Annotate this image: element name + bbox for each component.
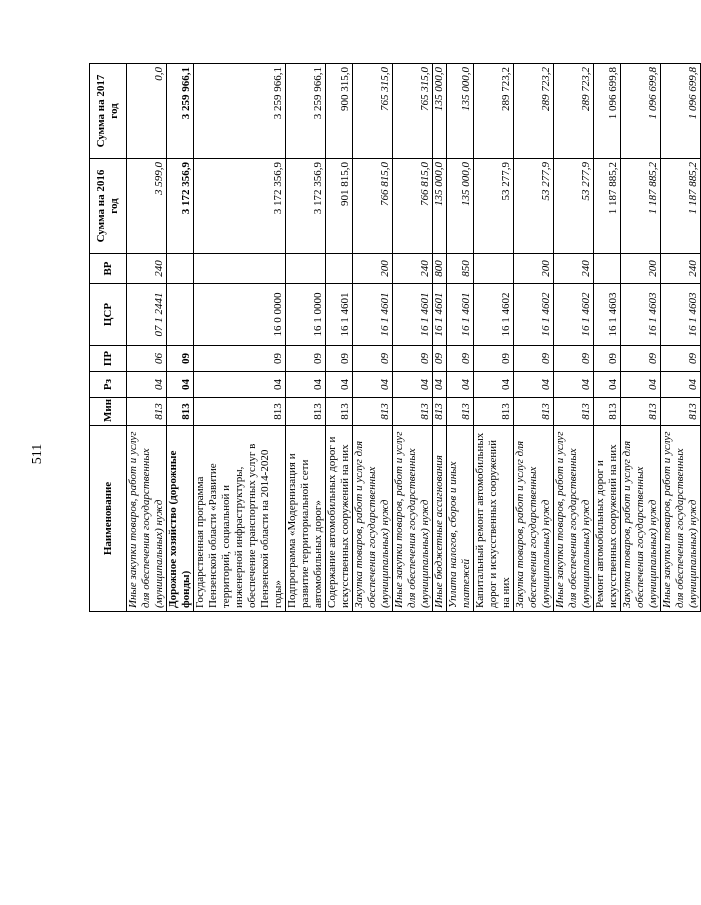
cell-sum2017: 1 096 699,8	[594, 64, 621, 159]
cell-rz: 04	[621, 372, 661, 398]
cell-min: 813	[326, 398, 353, 426]
cell-min: 813	[393, 398, 433, 426]
cell-csr: 16 1 4603	[661, 284, 701, 346]
cell-csr: 16 1 4601	[326, 284, 353, 346]
cell-csr: 16 1 4601	[433, 284, 447, 346]
cell-sum2016: 1 187 885,2	[621, 159, 661, 254]
cell-csr: 16 1 4602	[474, 284, 514, 346]
table-row	[514, 64, 554, 612]
cell-vr	[286, 254, 326, 284]
table-row	[194, 64, 286, 612]
header-pr: ПР	[90, 346, 127, 372]
cell-sum2016: 766 815,0	[353, 159, 393, 254]
cell-sum2016: 3 172 356,9	[194, 159, 286, 254]
cell-name: Закупка товаров, работ и услуг для обеспечения государственных (муниципальных) нужд	[514, 426, 554, 612]
cell-vr: 240	[554, 254, 594, 284]
table-row	[127, 64, 167, 612]
cell-pr: 09	[661, 346, 701, 372]
table-row	[447, 64, 474, 612]
header-sum-2016: Сумма на 2016 год	[90, 159, 127, 254]
cell-name: Иные бюджетные ассигнования	[433, 426, 447, 612]
cell-name: Капитальный ремонт автомобильных дорог и искусственных сооружений на них	[474, 426, 514, 612]
cell-min: 813	[286, 398, 326, 426]
cell-min: 813	[433, 398, 447, 426]
cell-csr: 16 1 4601	[353, 284, 393, 346]
cell-sum2017: 135 000,0	[447, 64, 474, 159]
cell-csr	[167, 284, 194, 346]
cell-pr: 06	[127, 346, 167, 372]
cell-sum2017: 1 096 699,8	[661, 64, 701, 159]
cell-sum2017: 289 723,2	[514, 64, 554, 159]
header-csr: ЦСР	[90, 284, 127, 346]
table-row	[353, 64, 393, 612]
cell-pr: 09	[594, 346, 621, 372]
cell-pr: 09	[286, 346, 326, 372]
cell-name: Иные закупки товаров, работ и услуг для обеспечения государственных (муниципальных) нужд	[554, 426, 594, 612]
table-row	[433, 64, 447, 612]
cell-sum2017: 3 259 966,1	[286, 64, 326, 159]
cell-rz: 04	[393, 372, 433, 398]
cell-min: 813	[621, 398, 661, 426]
cell-vr: 240	[661, 254, 701, 284]
table-row	[661, 64, 701, 612]
cell-rz: 04	[514, 372, 554, 398]
cell-name: Дорожное хозяйство (дорожные фонды)	[167, 426, 194, 612]
cell-pr: 09	[353, 346, 393, 372]
cell-csr: 16 1 4603	[594, 284, 621, 346]
cell-sum2016: 53 277,9	[554, 159, 594, 254]
cell-sum2017: 3 259 966,1	[167, 64, 194, 159]
cell-vr: 850	[447, 254, 474, 284]
table-row	[554, 64, 594, 612]
header-rz: Рз	[90, 372, 127, 398]
cell-vr	[167, 254, 194, 284]
table-header-row	[90, 64, 127, 612]
table-row	[326, 64, 353, 612]
cell-vr: 200	[621, 254, 661, 284]
cell-min: 813	[353, 398, 393, 426]
cell-name: Содержание автомобильных дорог и искусственных сооружений на них	[326, 426, 353, 612]
cell-pr: 09	[514, 346, 554, 372]
cell-name: Иные закупки товаров, работ и услуг для обеспечения государственных (муниципальных) нужд	[661, 426, 701, 612]
table-row	[594, 64, 621, 612]
cell-vr	[474, 254, 514, 284]
cell-sum2016: 3 172 356,9	[286, 159, 326, 254]
cell-csr: 16 1 4602	[554, 284, 594, 346]
cell-sum2017: 765 315,0	[353, 64, 393, 159]
cell-csr: 07 1 2441	[127, 284, 167, 346]
cell-min: 813	[514, 398, 554, 426]
cell-sum2017: 289 723,2	[474, 64, 514, 159]
cell-pr: 09	[447, 346, 474, 372]
cell-rz: 04	[353, 372, 393, 398]
cell-min: 813	[661, 398, 701, 426]
cell-csr: 16 1 4603	[621, 284, 661, 346]
cell-rz: 04	[127, 372, 167, 398]
cell-name: Уплата налогов, сборов и иных платежей	[447, 426, 474, 612]
header-name: Наименование	[90, 426, 127, 612]
cell-pr: 09	[621, 346, 661, 372]
cell-pr: 09	[474, 346, 514, 372]
header-sum-2017: Сумма на 2017 год	[90, 64, 127, 159]
cell-rz: 04	[594, 372, 621, 398]
cell-sum2017: 1 096 699,8	[621, 64, 661, 159]
cell-min: 813	[474, 398, 514, 426]
cell-sum2016: 135 000,0	[447, 159, 474, 254]
cell-sum2017: 135 000,0	[433, 64, 447, 159]
cell-csr: 16 1 4602	[514, 284, 554, 346]
table-row	[621, 64, 661, 612]
cell-vr	[194, 254, 286, 284]
cell-vr: 240	[127, 254, 167, 284]
cell-sum2016: 1 187 885,2	[594, 159, 621, 254]
cell-min: 813	[554, 398, 594, 426]
cell-sum2016: 53 277,9	[474, 159, 514, 254]
table-row	[474, 64, 514, 612]
table-row	[167, 64, 194, 612]
header-min: Мин	[90, 398, 127, 426]
cell-name: Ремонт автомобильных дорог и искусственных сооружений на них	[594, 426, 621, 612]
cell-rz: 04	[286, 372, 326, 398]
cell-vr: 200	[514, 254, 554, 284]
cell-pr: 09	[194, 346, 286, 372]
header-vr: ВР	[90, 254, 127, 284]
cell-min: 813	[194, 398, 286, 426]
cell-sum2017: 289 723,2	[554, 64, 594, 159]
cell-sum2017: 3 259 966,1	[194, 64, 286, 159]
cell-pr: 09	[554, 346, 594, 372]
table-row	[393, 64, 433, 612]
cell-rz: 04	[661, 372, 701, 398]
cell-sum2016: 766 815,0	[393, 159, 433, 254]
rotated-table-container	[89, 64, 699, 612]
cell-csr: 16 1 4601	[447, 284, 474, 346]
cell-rz: 04	[167, 372, 194, 398]
cell-sum2016: 135 000,0	[433, 159, 447, 254]
budget-table	[89, 63, 701, 612]
cell-rz: 04	[433, 372, 447, 398]
cell-pr: 09	[433, 346, 447, 372]
cell-rz: 04	[447, 372, 474, 398]
cell-sum2016: 901 815,0	[326, 159, 353, 254]
cell-sum2016: 3 172 356,9	[167, 159, 194, 254]
cell-min: 813	[447, 398, 474, 426]
cell-rz: 04	[474, 372, 514, 398]
cell-rz: 04	[326, 372, 353, 398]
cell-vr	[594, 254, 621, 284]
cell-pr: 09	[393, 346, 433, 372]
cell-sum2017: 0,0	[127, 64, 167, 159]
page-number: 511	[30, 443, 45, 465]
cell-name: Иные закупки товаров, работ и услуг для обеспечения государственных (муниципальных) нужд	[127, 426, 167, 612]
cell-csr: 16 1 4601	[393, 284, 433, 346]
cell-csr: 16 0 0000	[194, 284, 286, 346]
cell-name: Иные закупки товаров, работ и услуг для обеспечения государственных (муниципальных) нужд	[393, 426, 433, 612]
cell-sum2016: 3 599,0	[127, 159, 167, 254]
cell-min: 813	[594, 398, 621, 426]
cell-pr: 09	[326, 346, 353, 372]
cell-name: Закупка товаров, работ и услуг для обеспечения государственных (муниципальных) нужд	[621, 426, 661, 612]
cell-name: Подпрограмма «Модернизация и развитие территориальной сети автомобильных дорог»	[286, 426, 326, 612]
cell-vr	[326, 254, 353, 284]
cell-sum2017: 900 315,0	[326, 64, 353, 159]
cell-sum2016: 1 187 885,2	[661, 159, 701, 254]
table-row	[286, 64, 326, 612]
cell-vr: 800	[433, 254, 447, 284]
cell-min: 813	[167, 398, 194, 426]
cell-rz: 04	[194, 372, 286, 398]
cell-min: 813	[127, 398, 167, 426]
cell-sum2016: 53 277,9	[514, 159, 554, 254]
cell-name: Государственная программа Пензенской области «Развитие территорий, социальной и инженерной инфраструктуры, обеспечение транспортных услуг в Пензенской области на 2014-2020 годы»	[194, 426, 286, 612]
cell-vr: 200	[353, 254, 393, 284]
cell-sum2017: 765 315,0	[393, 64, 433, 159]
cell-csr: 16 1 0000	[286, 284, 326, 346]
cell-rz: 04	[554, 372, 594, 398]
cell-pr: 09	[167, 346, 194, 372]
cell-vr: 240	[393, 254, 433, 284]
cell-name: Закупка товаров, работ и услуг для обеспечения государственных (муниципальных) нужд	[353, 426, 393, 612]
